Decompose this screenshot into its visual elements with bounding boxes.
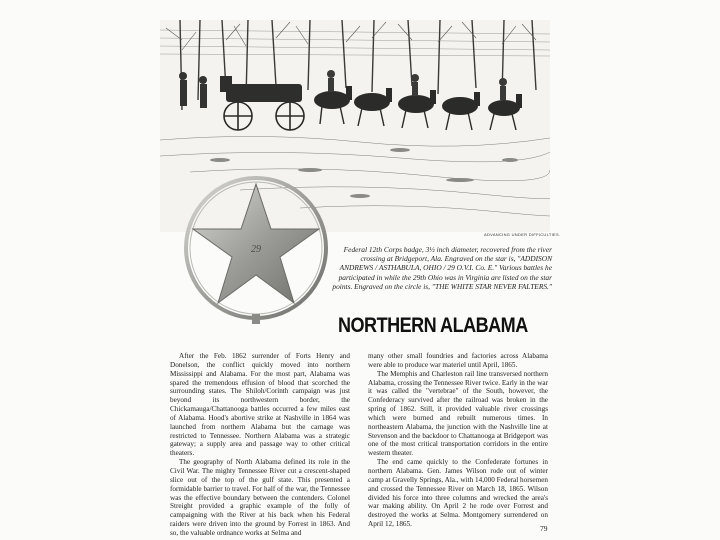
engraving-caption: ADVANCING UNDER DIFFICULTIES. (484, 232, 561, 237)
page-number: 79 (540, 524, 548, 533)
paragraph: After the Feb. 1862 surrender of Forts Henry and Donelson, the conflict quickly moved into northern Mississippi and Alabama. For the most part, Alabama was spared the tremendous effusion of blood that scorched the surrounding states. The Shiloh/Corinth campaign was just beyond its northwestern border, the Chickamauga/Chattanooga battles occurred a few miles east of Alabama. Hood's abortive strike at Nashville in 1864 was launched from northern Alabama but the carnage was restricted to Tennessee. Northern Alabama was a strategic gateway; a supply area and passage way to other critical theaters. (170, 352, 350, 458)
section-heading: NORTHERN ALABAMA (338, 314, 528, 337)
badge-number: 29 (251, 244, 261, 255)
paragraph: many other small foundries and factories across Alabama were able to produce war materiel until April, 1865. (368, 352, 548, 369)
text-column-left (170, 352, 350, 538)
paragraph: The geography of North Alabama defined its role in the Civil War. The mighty Tennessee River cut a crescent-shaped slice out of the top of the gulf state. This presented a formidable barrier to travel. For half of the war, the Tennessee was the effective boundary between the contenders. Colonel Streight provided a graphic example of the folly of campaigning with the River at his back when his Federal raiders were driven into the ground by Forrest in 1863. And so, the valuable ordnance works at Selma and (170, 458, 350, 537)
corps-badge-photo (176, 168, 336, 328)
paragraph: The Memphis and Charleston rail line transversed northern Alabama, crossing the Tennessee River twice. Early in the war it was called the "vertebrae" of the South, however, the Confederacy survived after the railroad was broken in the spring of 1862. Still, it provided valuable river crossings which were burned and rebuilt numerous times. In northeastern Alabama, the junction with the Nashville line at Stevenson and the backdoor to Chattanooga at Bridgeport was one of the most critical transportation corridors in the entire western theater. (368, 369, 548, 458)
text-column-right (368, 352, 548, 529)
badge-caption: Federal 12th Corps badge, 3½ inch diameter, recovered from the river crossing at Bridgeport, Ala. Engraved on the star is, "ADDISON ANDREWS / ASTHABULA, OHIO / 29 O.V.I. Co. E." Various battles he participated in while the 29th Ohio was in Virginia are listed on the star points. Engraved on the circle is, "THE WHITE STAR NEVER FALTERS." (332, 245, 552, 291)
paragraph: The end came quickly to the Confederate fortunes in northern Alabama. Gen. James Wilson rode out of winter camp at Gravelly Springs, Ala., with 14,000 Federal horsemen and crossed the Tennessee River on March 18, 1865. Wilson divided his force into three columns and wrecked the area's war making ability. On April 2 he rode over Forrest and destroyed the works at Selma. Montgomery surrendered on April 12, 1865. (368, 458, 548, 529)
star-badge-icon (176, 168, 336, 328)
